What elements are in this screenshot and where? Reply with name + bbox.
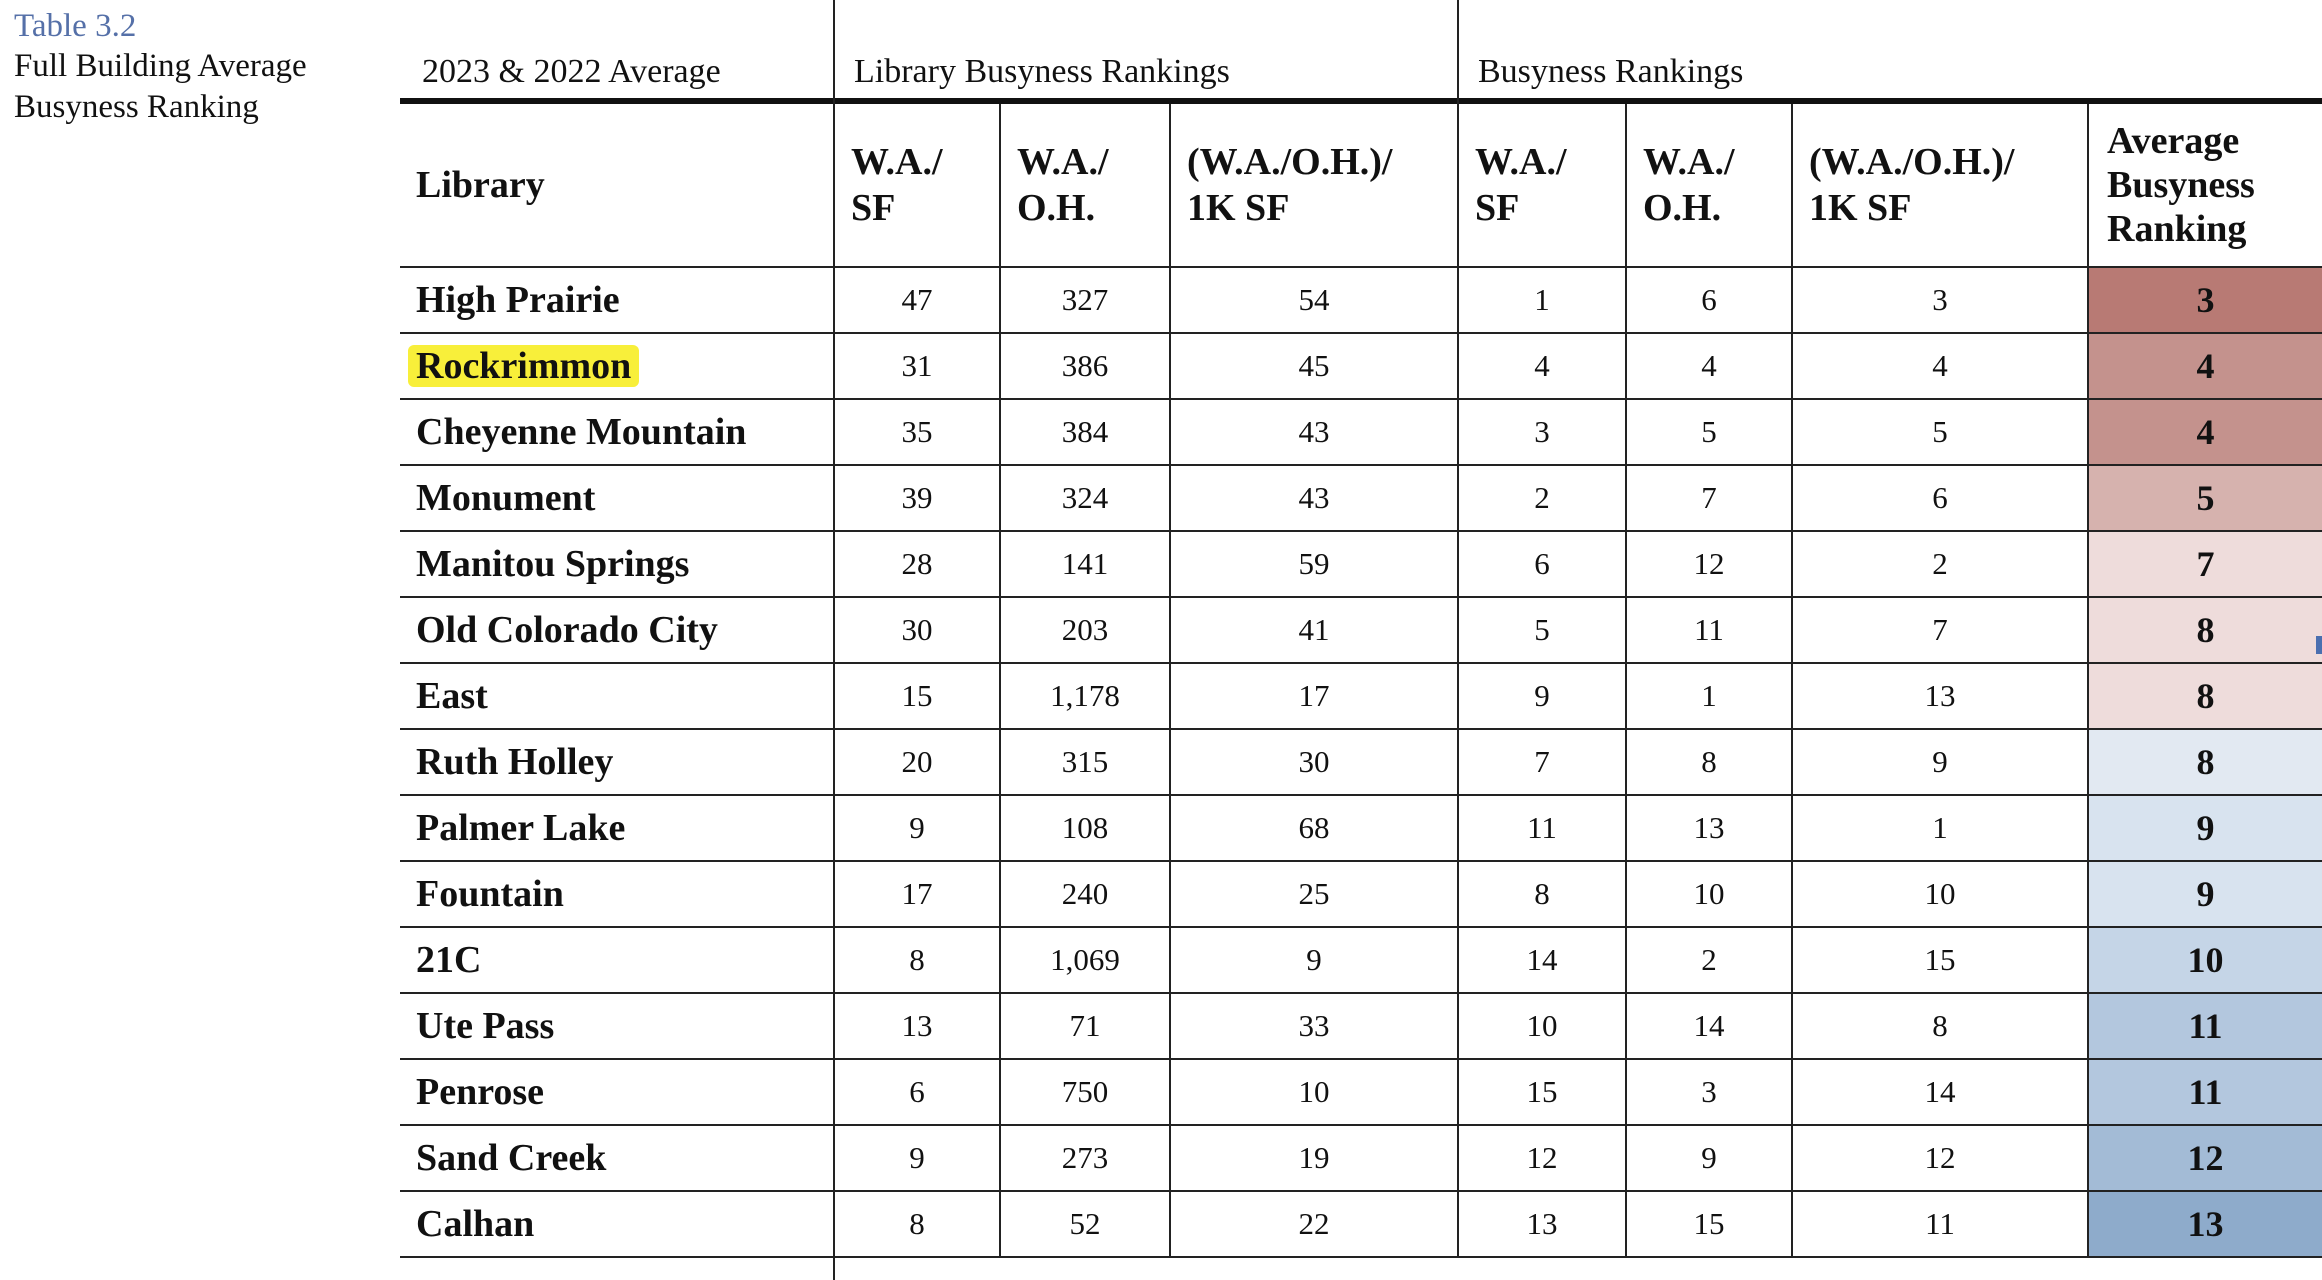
table-row <box>400 597 2322 663</box>
wa-sf-value: 15 <box>834 663 1000 729</box>
col-header-rank-wa-oh: W.A./ O.H. <box>1626 104 1792 267</box>
column-divider <box>833 104 835 1280</box>
rank-wa-sf-value: 4 <box>1458 333 1626 399</box>
wa-oh-value: 141 <box>1000 531 1170 597</box>
library-name: Manitou Springs <box>400 531 834 597</box>
average-ranking-value: 8 <box>2088 597 2322 663</box>
wa-oh-value: 324 <box>1000 465 1170 531</box>
table-row <box>400 1191 2322 1257</box>
table-row <box>400 729 2322 795</box>
rank-waoh-ksf-value: 10 <box>1792 861 2088 927</box>
library-name: Ute Pass <box>400 993 834 1059</box>
average-ranking-value: 11 <box>2088 1059 2322 1125</box>
rank-waoh-ksf-value: 6 <box>1792 465 2088 531</box>
rank-wa-oh-value: 11 <box>1626 597 1792 663</box>
average-ranking-value: 9 <box>2088 861 2322 927</box>
waoh-ksf-value: 25 <box>1170 861 1458 927</box>
col-header-waoh-ksf: (W.A./O.H.)/ 1K SF <box>1170 104 1458 267</box>
table-row <box>400 795 2322 861</box>
average-ranking-value: 7 <box>2088 531 2322 597</box>
waoh-ksf-value: 33 <box>1170 993 1458 1059</box>
average-ranking-value: 10 <box>2088 927 2322 993</box>
table-row <box>400 927 2322 993</box>
average-ranking-value: 9 <box>2088 795 2322 861</box>
rank-wa-oh-value: 7 <box>1626 465 1792 531</box>
rank-waoh-ksf-value: 12 <box>1792 1125 2088 1191</box>
average-ranking-value: 8 <box>2088 729 2322 795</box>
col-header-average-ranking: Average Busyness Ranking <box>2088 104 2322 267</box>
library-name: Monument <box>400 465 834 531</box>
wa-sf-value: 31 <box>834 333 1000 399</box>
library-name: Ruth Holley <box>400 729 834 795</box>
wa-sf-value: 9 <box>834 795 1000 861</box>
library-name: Sand Creek <box>400 1125 834 1191</box>
waoh-ksf-value: 41 <box>1170 597 1458 663</box>
library-name: Old Colorado City <box>400 597 834 663</box>
waoh-ksf-value: 10 <box>1170 1059 1458 1125</box>
wa-oh-value: 1,069 <box>1000 927 1170 993</box>
rank-wa-sf-value: 10 <box>1458 993 1626 1059</box>
wa-oh-value: 750 <box>1000 1059 1170 1125</box>
waoh-ksf-value: 45 <box>1170 333 1458 399</box>
rank-wa-sf-value: 5 <box>1458 597 1626 663</box>
library-name: Fountain <box>400 861 834 927</box>
group-header-library-rankings <box>834 0 1458 104</box>
group-header-rankings <box>1458 0 2322 104</box>
wa-sf-value: 39 <box>834 465 1000 531</box>
table-caption <box>14 6 394 128</box>
average-ranking-value: 4 <box>2088 333 2322 399</box>
wa-sf-value: 30 <box>834 597 1000 663</box>
table-row <box>400 1059 2322 1125</box>
waoh-ksf-value: 68 <box>1170 795 1458 861</box>
rank-waoh-ksf-value: 15 <box>1792 927 2088 993</box>
rank-wa-oh-value: 5 <box>1626 399 1792 465</box>
wa-oh-value: 71 <box>1000 993 1170 1059</box>
table-row <box>400 993 2322 1059</box>
wa-oh-value: 273 <box>1000 1125 1170 1191</box>
waoh-ksf-value: 54 <box>1170 267 1458 333</box>
rank-waoh-ksf-value: 13 <box>1792 663 2088 729</box>
wa-sf-value: 28 <box>834 531 1000 597</box>
library-name: Calhan <box>400 1191 834 1257</box>
wa-oh-value: 240 <box>1000 861 1170 927</box>
wa-sf-value: 9 <box>834 1125 1000 1191</box>
library-name: Palmer Lake <box>400 795 834 861</box>
wa-oh-value: 203 <box>1000 597 1170 663</box>
group-header-averages-label: 2023 & 2022 Average <box>422 53 721 90</box>
rank-waoh-ksf-value: 3 <box>1792 267 2088 333</box>
rank-wa-sf-value: 1 <box>1458 267 1626 333</box>
table-row <box>400 1125 2322 1191</box>
group-divider <box>1457 0 1459 106</box>
rank-waoh-ksf-value: 9 <box>1792 729 2088 795</box>
rank-wa-sf-value: 6 <box>1458 531 1626 597</box>
table-row <box>400 531 2322 597</box>
rank-wa-oh-value: 2 <box>1626 927 1792 993</box>
waoh-ksf-value: 22 <box>1170 1191 1458 1257</box>
rank-wa-sf-value: 9 <box>1458 663 1626 729</box>
group-header-rankings-label: Busyness Rankings <box>1478 53 1744 90</box>
wa-sf-value: 13 <box>834 993 1000 1059</box>
col-header-wa-sf: W.A./ SF <box>834 104 1000 267</box>
wa-oh-value: 327 <box>1000 267 1170 333</box>
edge-marker <box>2316 636 2322 654</box>
group-divider <box>833 0 835 106</box>
average-ranking-value: 11 <box>2088 993 2322 1059</box>
rank-wa-oh-value: 10 <box>1626 861 1792 927</box>
table-title-line-1: Full Building Average <box>14 48 307 84</box>
rank-waoh-ksf-value: 1 <box>1792 795 2088 861</box>
table-row <box>400 861 2322 927</box>
rank-waoh-ksf-value: 11 <box>1792 1191 2088 1257</box>
library-name: East <box>400 663 834 729</box>
table-row <box>400 333 2322 399</box>
table-number: Table 3.2 <box>14 8 137 44</box>
table-row <box>400 267 2322 333</box>
waoh-ksf-value: 17 <box>1170 663 1458 729</box>
wa-sf-value: 47 <box>834 267 1000 333</box>
library-name: 21C <box>400 927 834 993</box>
rank-waoh-ksf-value: 8 <box>1792 993 2088 1059</box>
waoh-ksf-value: 30 <box>1170 729 1458 795</box>
wa-oh-value: 108 <box>1000 795 1170 861</box>
rank-wa-oh-value: 13 <box>1626 795 1792 861</box>
wa-oh-value: 386 <box>1000 333 1170 399</box>
rank-wa-oh-value: 9 <box>1626 1125 1792 1191</box>
average-ranking-value: 8 <box>2088 663 2322 729</box>
wa-sf-value: 8 <box>834 1191 1000 1257</box>
rank-wa-oh-value: 1 <box>1626 663 1792 729</box>
wa-oh-value: 384 <box>1000 399 1170 465</box>
rank-wa-sf-value: 3 <box>1458 399 1626 465</box>
table-body <box>400 267 2322 1257</box>
rank-wa-oh-value: 12 <box>1626 531 1792 597</box>
rank-wa-sf-value: 14 <box>1458 927 1626 993</box>
rank-wa-oh-value: 14 <box>1626 993 1792 1059</box>
rank-wa-sf-value: 12 <box>1458 1125 1626 1191</box>
col-header-library: Library <box>400 104 834 267</box>
waoh-ksf-value: 19 <box>1170 1125 1458 1191</box>
rank-wa-sf-value: 7 <box>1458 729 1626 795</box>
rank-wa-sf-value: 15 <box>1458 1059 1626 1125</box>
waoh-ksf-value: 43 <box>1170 465 1458 531</box>
col-header-rank-waoh-ksf: (W.A./O.H.)/ 1K SF <box>1792 104 2088 267</box>
wa-oh-value: 1,178 <box>1000 663 1170 729</box>
table-title-line-2: Busyness Ranking <box>14 89 259 125</box>
average-ranking-value: 5 <box>2088 465 2322 531</box>
average-ranking-value: 13 <box>2088 1191 2322 1257</box>
data-table <box>400 104 2322 1258</box>
column-header-row <box>400 104 2322 267</box>
col-header-rank-wa-sf: W.A./ SF <box>1458 104 1626 267</box>
wa-oh-value: 315 <box>1000 729 1170 795</box>
waoh-ksf-value: 43 <box>1170 399 1458 465</box>
rank-waoh-ksf-value: 2 <box>1792 531 2088 597</box>
highlighted-library-name: Rockrimmon <box>408 345 639 387</box>
average-ranking-value: 3 <box>2088 267 2322 333</box>
col-header-wa-oh: W.A./ O.H. <box>1000 104 1170 267</box>
library-name: High Prairie <box>400 267 834 333</box>
average-ranking-value: 4 <box>2088 399 2322 465</box>
rank-wa-oh-value: 8 <box>1626 729 1792 795</box>
rank-wa-sf-value: 2 <box>1458 465 1626 531</box>
wa-sf-value: 17 <box>834 861 1000 927</box>
rank-wa-oh-value: 4 <box>1626 333 1792 399</box>
average-ranking-value: 12 <box>2088 1125 2322 1191</box>
busyness-table <box>400 0 2322 1280</box>
rank-wa-sf-value: 8 <box>1458 861 1626 927</box>
wa-oh-value: 52 <box>1000 1191 1170 1257</box>
wa-sf-value: 6 <box>834 1059 1000 1125</box>
rank-waoh-ksf-value: 4 <box>1792 333 2088 399</box>
rank-wa-sf-value: 11 <box>1458 795 1626 861</box>
library-name: Penrose <box>400 1059 834 1125</box>
waoh-ksf-value: 9 <box>1170 927 1458 993</box>
wa-sf-value: 35 <box>834 399 1000 465</box>
rank-wa-oh-value: 15 <box>1626 1191 1792 1257</box>
rank-waoh-ksf-value: 5 <box>1792 399 2088 465</box>
table-row <box>400 663 2322 729</box>
library-name <box>400 333 834 399</box>
group-header-averages <box>400 0 834 104</box>
group-header-library-rankings-label: Library Busyness Rankings <box>854 53 1230 90</box>
rank-waoh-ksf-value: 14 <box>1792 1059 2088 1125</box>
rank-waoh-ksf-value: 7 <box>1792 597 2088 663</box>
waoh-ksf-value: 59 <box>1170 531 1458 597</box>
rank-wa-sf-value: 13 <box>1458 1191 1626 1257</box>
wa-sf-value: 8 <box>834 927 1000 993</box>
wa-sf-value: 20 <box>834 729 1000 795</box>
rank-wa-oh-value: 3 <box>1626 1059 1792 1125</box>
rank-wa-oh-value: 6 <box>1626 267 1792 333</box>
table-row <box>400 399 2322 465</box>
table-row <box>400 465 2322 531</box>
library-name: Cheyenne Mountain <box>400 399 834 465</box>
